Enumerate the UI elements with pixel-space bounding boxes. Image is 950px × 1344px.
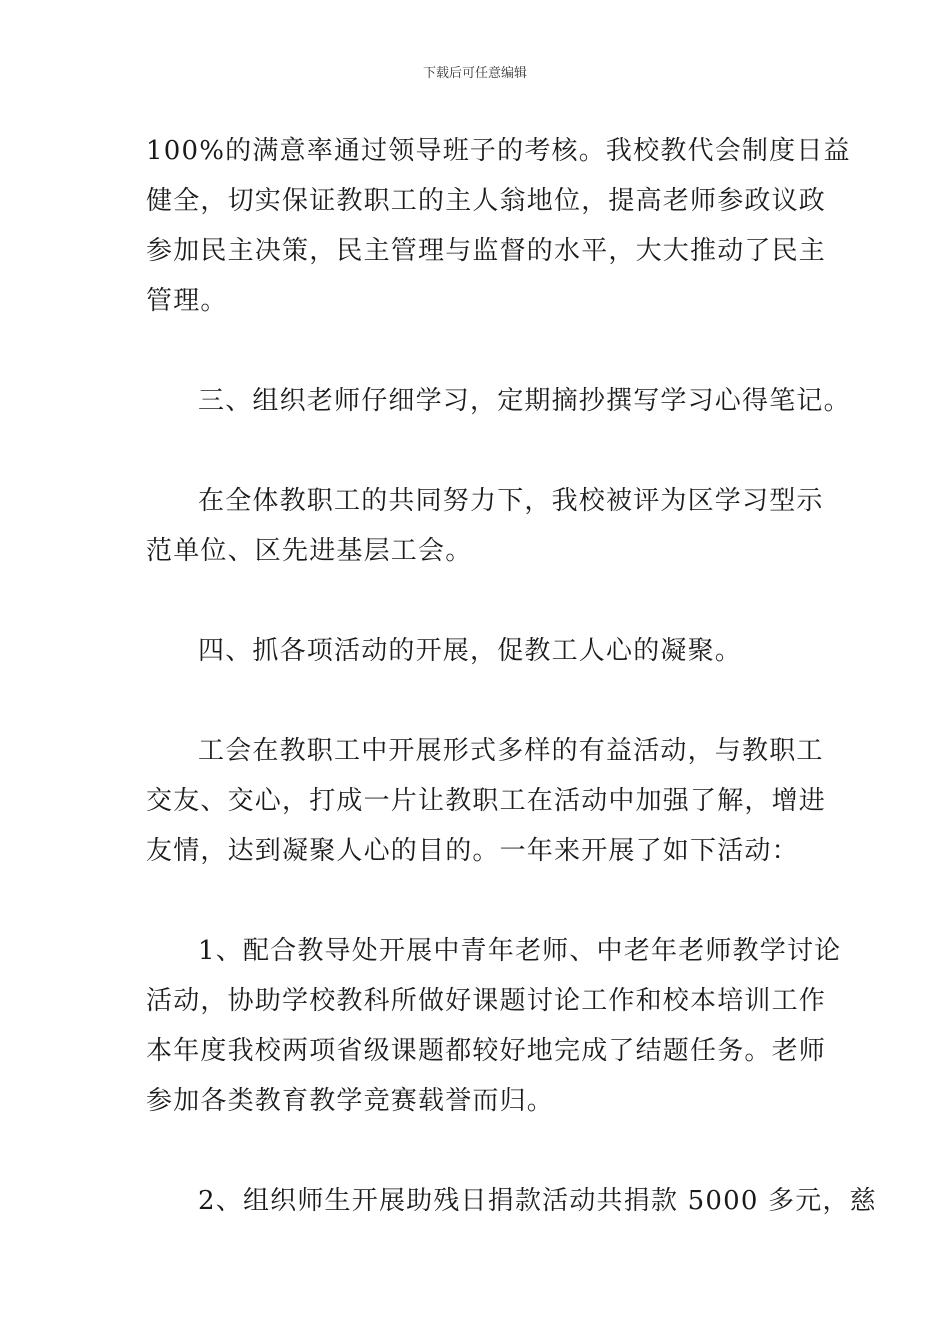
text-line: 四、抓各项活动的开展，促教工人心的凝聚。 [198, 636, 743, 666]
text-line: 交友、交心，打成一片让教职工在活动中加强了解，增进 [146, 786, 827, 816]
text-line: 2、组织师生开展助残日捐款活动共捐款 5000 多元，慈 [198, 1186, 877, 1216]
text-line: 友情，达到凝聚人心的目的。一年来开展了如下活动： [146, 836, 799, 866]
text-line: 活动，协助学校教科所做好课题讨论工作和校本培训工作 [146, 986, 827, 1016]
text-line: 范单位、区先进基层工会。 [146, 536, 473, 566]
text-line: 三、组织老师仔细学习，定期摘抄撰写学习心得笔记。 [198, 386, 851, 416]
text-line: 本年度我校两项省级课题都较好地完成了结题任务。老师 [146, 1036, 827, 1066]
page-header: 下载后可任意编辑 [422, 66, 527, 81]
text-line: 100%的满意率通过领导班子的考核。我校教代会制度日益 [146, 136, 851, 166]
section-heading-three [146, 376, 851, 426]
list-item-1 [146, 926, 842, 1126]
section-heading-four [146, 626, 812, 676]
paragraph-union-activities [146, 726, 827, 876]
text-line: 在全体教职工的共同努力下，我校被评为区学习型示 [198, 486, 824, 516]
text-line: 参加民主决策，民主管理与监督的水平，大大推动了民主 [146, 236, 827, 266]
text-line: 管理。 [146, 286, 228, 316]
text-line: 健全，切实保证教职工的主人翁地位，提高老师参政议政 [146, 186, 827, 216]
paragraph-assessment [146, 126, 851, 326]
list-item-2 [146, 1176, 877, 1226]
paragraph-honors [146, 476, 824, 576]
text-line: 1、配合教导处开展中青年老师、中老年老师教学讨论 [198, 936, 842, 966]
text-line: 工会在教职工中开展形式多样的有益活动，与教职工 [198, 736, 824, 766]
text-line: 参加各类教育教学竞赛载誉而归。 [146, 1086, 555, 1116]
document-body [146, 126, 877, 1226]
